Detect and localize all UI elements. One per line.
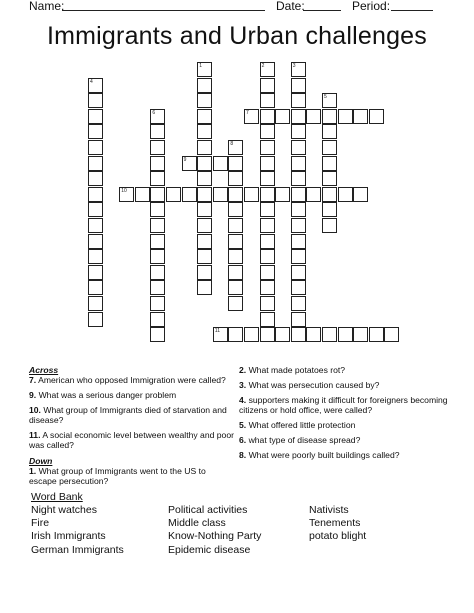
crossword-cell[interactable] [260,265,275,280]
crossword-cell[interactable] [244,187,259,202]
clue-across-11: 11. A social economic level between wealthy and poor was called? [29,430,234,450]
crossword-cell[interactable] [260,93,275,108]
clue-number: 2 [261,63,265,69]
crossword-cell[interactable] [119,187,134,202]
clue-across-10: 10. What group of Immigrants died of starvation and disease? [29,405,227,425]
crossword-cell[interactable] [244,109,259,124]
crossword-cell[interactable] [291,312,306,327]
name-label: Name: [29,0,65,13]
crossword-cell[interactable] [322,109,337,124]
page-title: Immigrants and Urban challenges [46,22,427,50]
crossword-cell[interactable] [150,280,165,295]
crossword-cell[interactable] [150,249,165,264]
word-bank-item: Middle class [168,517,226,530]
crossword-cell[interactable] [275,109,290,124]
crossword-cell[interactable] [291,265,306,280]
crossword-cell[interactable] [260,249,275,264]
crossword-cell[interactable] [275,187,290,202]
crossword-cell[interactable] [291,124,306,139]
crossword-cell[interactable] [88,187,103,202]
crossword-cell[interactable] [150,327,165,342]
crossword-cell[interactable] [260,109,275,124]
crossword-cell[interactable] [150,109,165,124]
crossword-cell[interactable] [260,124,275,139]
crossword-cell[interactable] [291,280,306,295]
clue-number: 9 [183,156,187,163]
word-bank-item: potato blight [309,530,367,543]
crossword-cell[interactable] [260,62,275,77]
crossword-cell[interactable] [228,187,243,202]
crossword-cell[interactable] [291,62,306,77]
period-label: Period: [352,0,391,13]
crossword-cell[interactable] [197,171,212,186]
crossword-cell[interactable] [150,218,165,233]
crossword-cell[interactable] [228,296,243,311]
crossword-cell[interactable] [88,202,103,217]
crossword-cell[interactable] [260,296,275,311]
crossword-cell[interactable] [213,156,228,171]
crossword-cell[interactable] [197,109,212,124]
crossword-cell[interactable] [291,140,306,155]
clue-down-2: 2. What made potatoes rot? [239,365,346,375]
word-bank-item: Tenements [309,517,361,530]
crossword-cell[interactable] [275,327,290,342]
crossword-cell[interactable] [260,187,275,202]
crossword-cell[interactable] [322,124,337,139]
clue-number: 10 [121,187,127,194]
word-bank-item: Nativists [309,504,349,516]
crossword-cell[interactable] [369,109,384,124]
word-bank-item: Know-Nothing Party [168,530,262,543]
crossword-cell[interactable] [88,109,103,124]
crossword-cell[interactable] [150,265,165,280]
crossword-cell[interactable] [260,312,275,327]
word-bank-column-3 [309,504,366,544]
word-bank-item: German Immigrants [31,543,124,556]
crossword-cell[interactable] [260,202,275,217]
crossword-cell[interactable] [228,265,243,280]
crossword-cell[interactable] [228,171,243,186]
crossword-cell[interactable] [291,156,306,171]
clue-across-9: 9. What was a serious danger problem [29,390,177,400]
crossword-cell[interactable] [291,187,306,202]
crossword-cell[interactable] [353,187,368,202]
crossword-cell[interactable] [197,218,212,233]
crossword-cell[interactable] [150,296,165,311]
crossword-cell[interactable] [306,187,321,202]
crossword-cell[interactable] [150,140,165,155]
crossword-cell[interactable] [228,327,243,342]
crossword-cell[interactable] [291,109,306,124]
crossword-cell[interactable] [150,156,165,171]
crossword-cell[interactable] [213,187,228,202]
crossword-cell[interactable] [213,327,228,342]
crossword-cell[interactable] [88,280,103,295]
crossword-cell[interactable] [228,218,243,233]
crossword-cell[interactable] [291,218,306,233]
crossword-cell[interactable] [228,234,243,249]
crossword-cell[interactable] [322,202,337,217]
crossword-cell[interactable] [150,312,165,327]
word-bank-item: Night watches [31,504,97,516]
word-bank-column-1 [31,504,124,557]
crossword-cell[interactable] [182,156,197,171]
crossword-cell[interactable] [228,280,243,295]
crossword-cell[interactable] [384,327,399,342]
crossword-cell[interactable] [197,78,212,93]
word-bank-item: Fire [31,517,50,530]
clue-number: 4 [90,78,93,85]
crossword-cell[interactable] [197,234,212,249]
crossword-cell[interactable] [88,296,103,311]
crossword-cell[interactable] [88,234,103,249]
crossword-cell[interactable] [338,109,353,124]
period-field[interactable] [391,10,433,11]
crossword-cell[interactable] [197,202,212,217]
clue-across-7: 7. American who opposed Immigration were called? [29,375,226,385]
crossword-cell[interactable] [338,187,353,202]
down-heading: Down [29,456,53,466]
crossword-cell[interactable] [260,280,275,295]
clue-number: 8 [230,141,234,147]
crossword-cell[interactable] [88,249,103,264]
word-bank-title: Word Bank [31,491,83,503]
name-field[interactable] [62,10,265,11]
crossword-cell[interactable] [197,93,212,108]
word-bank-item: Epidemic disease [168,543,251,556]
word-bank-item: Political activities [168,504,248,516]
crossword-cell[interactable] [197,140,212,155]
crossword-cell[interactable] [197,280,212,295]
crossword-cell[interactable] [306,327,321,342]
crossword-cell[interactable] [353,327,368,342]
crossword-cell[interactable] [291,171,306,186]
crossword-cell[interactable] [260,156,275,171]
crossword-cell[interactable] [197,187,212,202]
clue-number: 6 [152,109,156,116]
clue-down-8: 8. What were poorly built buildings called? [239,450,400,460]
crossword-cell[interactable] [291,296,306,311]
crossword-cell[interactable] [260,234,275,249]
crossword-cell[interactable] [88,93,103,108]
date-field[interactable] [303,10,341,11]
across-heading: Across [29,365,59,375]
crossword-cell[interactable] [150,124,165,139]
crossword-cell[interactable] [88,218,103,233]
crossword-cell[interactable] [228,249,243,264]
crossword-cell[interactable] [197,62,212,77]
crossword-cell[interactable] [150,202,165,217]
crossword-cell[interactable] [306,109,321,124]
crossword-cell[interactable] [291,202,306,217]
crossword-cell[interactable] [260,78,275,93]
crossword-cell[interactable] [322,187,337,202]
crossword-cell[interactable] [291,93,306,108]
crossword-cell[interactable] [228,202,243,217]
crossword-cell[interactable] [291,234,306,249]
crossword-cell[interactable] [228,140,243,155]
crossword-cell[interactable] [260,171,275,186]
clue-number: 7 [246,109,249,116]
clue-down-3: 3. What was persecution caused by? [239,380,380,390]
clue-down-4: 4. supporters making it difficult for foreigners becoming citizens or hold office, were called? [239,395,448,415]
clue-number: 5 [324,94,327,101]
clue-down-1: 1. What group of Immigrants went to the US to escape persecution? [29,466,206,486]
crossword-cell[interactable] [135,187,150,202]
clue-number: 1 [199,63,202,69]
crossword-cell[interactable] [322,327,337,342]
crossword-cell[interactable] [322,156,337,171]
word-bank-item: Irish Immigrants [31,530,106,543]
crossword-cell[interactable] [197,156,212,171]
crossword-cell[interactable] [369,327,384,342]
crossword-cell[interactable] [244,327,259,342]
crossword-cell[interactable] [88,140,103,155]
crossword-cell[interactable] [88,124,103,139]
worksheet-header [0,0,474,14]
date-label: Date: [276,0,305,13]
clue-down-5: 5. What offered little protection [239,420,356,430]
crossword-cell[interactable] [291,78,306,93]
crossword-cell[interactable] [260,140,275,155]
clue-number: 3 [292,63,296,69]
across-clues [29,365,234,486]
crossword-cell[interactable] [291,327,306,342]
crossword-cell[interactable] [88,78,103,93]
crossword-cell[interactable] [260,218,275,233]
crossword-cell[interactable] [291,249,306,264]
crossword-cell[interactable] [322,218,337,233]
crossword-cell[interactable] [88,156,103,171]
crossword-cell[interactable] [322,140,337,155]
crossword-cell[interactable] [197,265,212,280]
word-bank-column-2 [168,504,261,557]
crossword-cell[interactable] [322,93,337,108]
crossword-cell[interactable] [182,187,197,202]
crossword-cell[interactable] [88,265,103,280]
crossword-cell[interactable] [166,187,181,202]
crossword-cell[interactable] [88,312,103,327]
crossword-cell[interactable] [197,249,212,264]
crossword-cell[interactable] [88,171,103,186]
crossword-cell[interactable] [150,187,165,202]
crossword-cell[interactable] [228,156,243,171]
crossword-cell[interactable] [353,109,368,124]
crossword-cell[interactable] [150,234,165,249]
crossword-cell[interactable] [338,327,353,342]
crossword-cell[interactable] [322,171,337,186]
crossword-cell[interactable] [260,327,275,342]
down-clues [239,365,449,460]
crossword-cell[interactable] [150,171,165,186]
crossword-cell[interactable] [197,124,212,139]
clue-number: 11 [214,328,220,335]
clue-down-6: 6. what type of disease spread? [239,435,361,445]
